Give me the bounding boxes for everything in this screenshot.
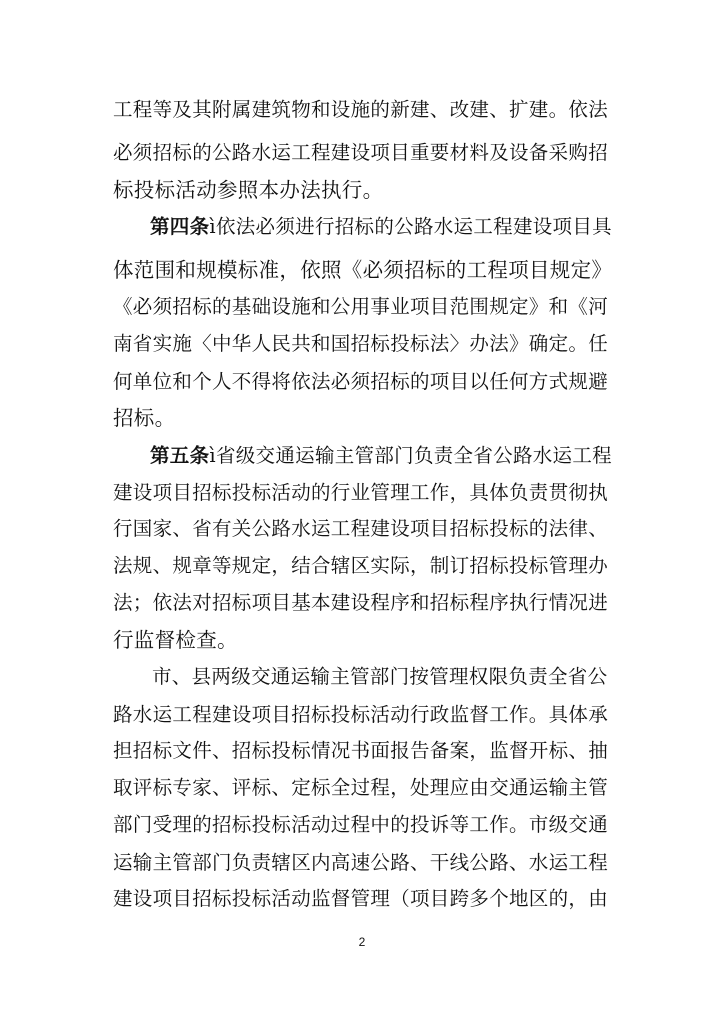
text-line: 运输主管部门负责辖区内高速公路、干线公路、水运工程: [113, 851, 609, 874]
text-line: ì省级交通运输主管部门负责全省公路水运工程: [209, 444, 612, 467]
text-line: 部门受理的招标投标活动过程中的投诉等工作。市级交通: [113, 813, 609, 836]
article-heading: 第五条: [150, 444, 210, 467]
article-heading: 第四条: [150, 215, 210, 238]
text-line: 行监督检查。: [113, 628, 238, 652]
page-number: 2: [358, 935, 366, 949]
text-line: 何单位和个人不得将依法必须招标的项目以任何方式规避: [113, 370, 609, 393]
text-line: 建设项目招标投标活动的行业管理工作，具体负责贯彻执: [113, 481, 609, 504]
text-line: 必须招标的公路水运工程建设项目重要材料及设备采购招: [113, 141, 609, 164]
text-line: 担招标文件、招标投标情况书面报告备案，监督开标、抽: [113, 739, 609, 762]
article-5-line: [150, 443, 613, 469]
text-line: 市、县两级交通运输主管部门按管理权限负责全省公: [152, 665, 608, 688]
text-line: 招标。: [113, 406, 176, 430]
text-line: 法规、规章等规定，结合辖区实际，制订招标投标管理办: [113, 554, 609, 577]
text-line: 行国家、省有关公路水运工程建设项目招标投标的法律、: [113, 517, 609, 540]
article-4-line: [150, 214, 613, 240]
text-line: 法；依法对招标项目基本建设程序和招标程序执行情况进: [113, 591, 609, 614]
text-line: 路水运工程建设项目招标投标活动行政监督工作。具体承: [113, 703, 609, 726]
text-line: ì依法必须进行招标的公路水运工程建设项目具: [209, 215, 612, 238]
text-line: 体范围和规模标准，依照《必须招标的工程项目规定》: [113, 258, 613, 282]
text-line: 南省实施〈中华人民共和国招标投标法〉办法》确定。任: [113, 332, 609, 355]
text-line: 工程等及其附属建筑物和设施的新建、改建、扩建。依法: [113, 98, 609, 121]
text-line: 《必须招标的基础设施和公用事业项目范围规定》和《河: [113, 295, 609, 318]
text-line: 取评标专家、评标、定标全过程，处理应由交通运输主管: [113, 776, 609, 799]
text-line: 建设项目招标投标活动监督管理（项目跨多个地区的，由: [113, 887, 609, 910]
text-line: 标投标活动参照本办法执行。: [113, 178, 384, 202]
